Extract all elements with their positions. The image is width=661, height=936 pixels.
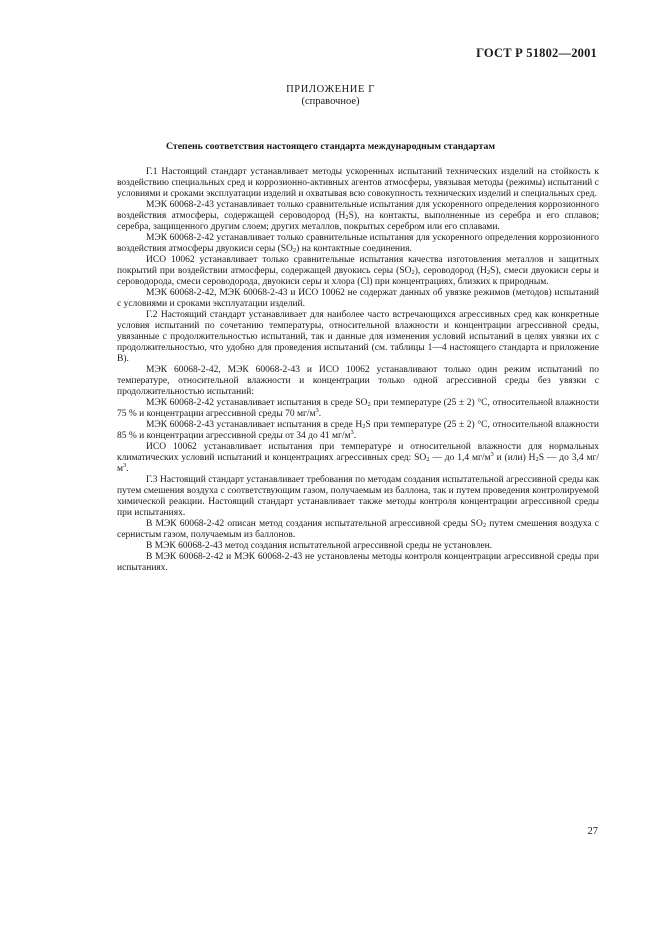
paragraph-g3: Г.3 Настоящий стандарт устанавливает требования по методам создания испытательной агрессивной среды как путем смешения воздуха с соответствующим газом, получаемым из баллона, так и путем проведения контролируемой химической реакции. Настоящий стандарт устанавливает также методы контроля концентрации агрессивной среды при испытаниях.	[117, 475, 599, 518]
page-number: 27	[587, 826, 598, 837]
appendix-subtitle: (справочное)	[301, 96, 360, 107]
paragraph-single-mode: МЭК 60068-2-42, МЭК 60068-2-43 и ИСО 10062 устанавливают только один режим испытаний по температуре, относительной влажности и концентрации только одной агрессивной среды без увязки с продолжительностью испытаний:	[117, 365, 599, 397]
paragraph-iso-conditions: ИСО 10062 устанавливает испытания при температуре и относительной влажности для нормальных климатических условий испытаний и концентрациях агрессивных сред: $SO_2$ — до 1,4 $мг/м^3$ и (или) $H_2S$ — до 3,4 $мг/м^3$.	[117, 442, 599, 474]
paragraph-iec-42-conditions: МЭК 60068-2-42 устанавливает испытания в среде $SO_2$ при температуре (25 ± 2) °С, относительной влажности 75 % и концентрации агрессивной среды 70 $мг/м^3$.	[117, 398, 599, 419]
paragraph-iso-10062: ИСО 10062 устанавливает только сравнительные испытания качества изготовления металлов и защитных покрытий при воздействии атмосферы, содержащей двуокись серы $(SO_2)$, сероводород $(H_2S)$, смеси двуокиси серы и сероводорода, смеси сероводорода, двуокиси серы и хлора (Cl) при концентрациях, близких к природным.	[117, 255, 600, 287]
paragraph-iec-43-method: В МЭК 60068-2-43 метод создания испытательной агрессивной среды не установлен.	[146, 541, 493, 551]
paragraph-iec-42: МЭК 60068-2-42 устанавливает только сравнительные испытания для ускоренного определения коррозионного воздействия атмосферы двуокиси серы $(SO_2)$ на контактные соединения.	[117, 233, 599, 254]
paragraph-iec-42-method: В МЭК 60068-2-42 описан метод создания испытательной агрессивной среды $SO_2$ путем смешения воздуха с сернистым газом, получаемым из баллонов.	[117, 519, 599, 540]
appendix-title: ПРИЛОЖЕНИЕ Г	[286, 84, 375, 95]
paragraph-g1: Г.1 Настоящий стандарт устанавливает методы ускоренных испытаний технических изделий на стойкость к воздействию специальных сред и коррозионно-активных агентов атмосферы, увязывая методы (режимы) испытаний с условиями и сроками эксплуатации изделий и охватывая всю совокупность технических изделий и специальных сред.	[117, 167, 599, 199]
standard-code: ГОСТ Р 51802—2001	[476, 46, 597, 60]
section-heading: Степень соответствия настоящего стандарта международным стандартам	[165, 141, 496, 152]
paragraph-iec-43: МЭК 60068-2-43 устанавливает только сравнительные испытания для ускоренного определения коррозионного воздействия атмосферы, содержащей сероводород $(H_2S)$, на контакты, выполненные из серебра и его сплавов; серебра, защищенного другим слоем; других металлов, покрытых серебром или его сплавами.	[117, 200, 599, 232]
paragraph-g2: Г.2 Настоящий стандарт устанавливает для наиболее часто встречающихся агрессивных сред как конкретные условия испытаний по сочетанию температуры, относительной влажности и концентрации агрессивной среды, увязанные с продолжительностью испытаний, так и данные для изменения условий испытаний в целях увязки их с продолжительностью, что удобно для проведения испытаний (см. таблицы 1—4 настоящего стандарта и приложение В).	[117, 310, 599, 364]
body-text	[117, 167, 599, 574]
paragraph-no-data: МЭК 60068-2-42, МЭК 60068-2-43 и ИСО 10062 не содержат данных об увязке режимов (методов) испытаний с условиями и сроками эксплуатации изделий.	[117, 288, 599, 309]
paragraph-control-methods: В МЭК 60068-2-42 и МЭК 60068-2-43 не установлены методы контроля концентрации агрессивной среды при испытаниях.	[117, 552, 599, 573]
paragraph-iec-43-conditions: МЭК 60068-2-43 устанавливает испытания в среде $H_2S$ при температуре (25 ± 2) °С, относительной влажности 85 % и концентрации агрессивной среды от 34 до 41 $мг/м^3$.	[117, 420, 599, 441]
